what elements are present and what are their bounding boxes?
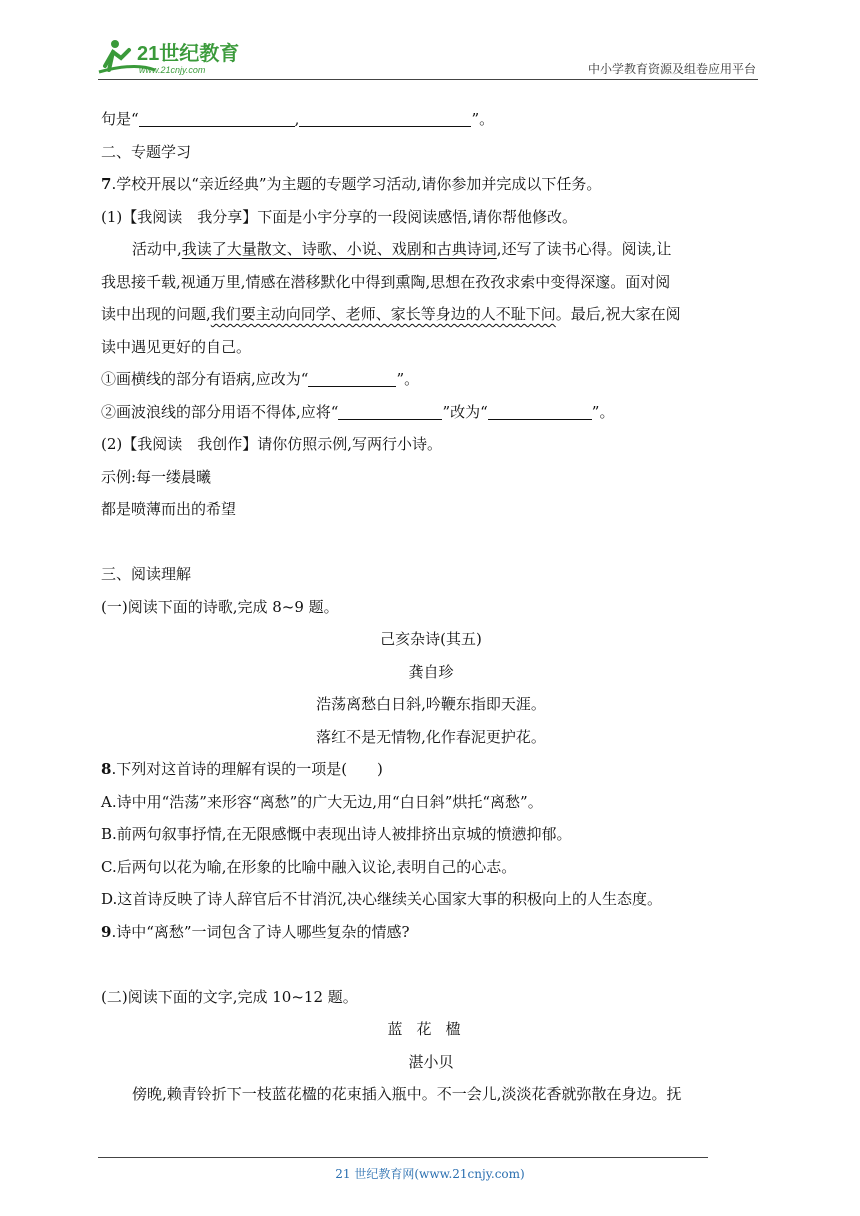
question-number: 9 (101, 922, 112, 941)
header-platform-text: 中小学教育资源及组卷应用平台 (587, 62, 756, 76)
header-divider (98, 79, 758, 80)
answer-blank (488, 401, 592, 420)
answer-blank (139, 108, 295, 127)
answer-blank (299, 108, 471, 127)
underlined-text: 我读了大量散文、诗歌、小说、戏剧和古典诗词 (181, 240, 497, 258)
passage-line: 我思接千载,视通万里,情感在潜移默化中得到熏陶,思想在孜孜求索中变得深邃。面对阅 (101, 272, 671, 291)
answer-blank (338, 401, 442, 420)
question-7: 7.学校开展以“亲近经典”为主题的专题学习活动,请你参加并完成以下任务。 (101, 175, 602, 193)
answer-blank (308, 368, 396, 387)
document-body (101, 103, 761, 1111)
poem-line: 浩荡离愁白日斜,吟鞭东指即天涯。 (316, 695, 546, 713)
sub-question-2: ②画波浪线的部分用语不得体,应将“ ”改为“ ”。 (101, 402, 615, 421)
passage-line: 活动中,我读了大量散文、诗歌、小说、戏剧和古典诗词,还写了读书心得。阅读,让 (132, 240, 672, 258)
story-title: 蓝花楹 (387, 1020, 475, 1038)
answer-line: 句是“ , ”。 (101, 110, 495, 128)
footer-text: 21 世纪教育网(www.21cnjy.com) (335, 1167, 525, 1181)
footer-divider (98, 1157, 708, 1158)
section-heading: 二、专题学习 (101, 142, 192, 161)
option-b: B.前两句叙事抒情,在无限感慨中表现出诗人被排挤出京城的愤懑抑郁。 (101, 825, 572, 843)
passage-line: 读中出现的问题,我们要主动向同学、老师、家长等身边的人不耻下问。最后,祝大家在阅 (101, 305, 681, 323)
option-c: C.后两句以花为喻,在形象的比喻中融入议论,表明自己的心志。 (101, 857, 517, 876)
poem-author: 龚自珍 (408, 662, 454, 681)
story-author: 湛小贝 (408, 1052, 454, 1071)
question-8: 8.下列对这首诗的理解有误的一项是( ) (101, 760, 383, 778)
passage-line: 读中遇见更好的自己。 (101, 337, 252, 356)
option-d: D.这首诗反映了诗人辞官后不甘消沉,决心继续关心国家大事的积极向上的人生态度。 (101, 890, 663, 908)
logo-url: www.21cnjy.com (139, 65, 206, 75)
sub-question-1: ①画横线的部分有语病,应改为“ ”。 (101, 370, 420, 388)
question-number: 8 (101, 760, 112, 778)
poem-line: 落红不是无情物,化作春泥更护花。 (316, 727, 546, 746)
part-heading: (一)阅读下面的诗歌,完成 8~9 题。 (101, 597, 339, 616)
site-logo (95, 36, 265, 80)
spacer (101, 526, 761, 559)
option-a: A.诗中用“浩荡”来形容“离愁”的广大无边,用“白日斜”烘托“离愁”。 (101, 792, 543, 811)
poem-title: 己亥杂诗(其五) (380, 630, 482, 648)
logo-text: 21世纪教育 (137, 43, 240, 65)
wavy-underlined-text: 我们要主动向同学、老师、家长等身边的人不耻下问 (210, 305, 556, 323)
question-7-part-1: (1)【我阅读 我分享】下面是小宇分享的一段阅读感悟,请你帮他修改。 (101, 207, 578, 226)
question-9: 9.诗中“离愁”一词包含了诗人哪些复杂的情感? (101, 922, 410, 941)
example-line: 示例:每一缕晨曦 (101, 467, 212, 486)
spacer (101, 948, 761, 981)
example-line: 都是喷薄而出的希望 (101, 500, 237, 518)
section-heading: 三、阅读理解 (101, 565, 192, 583)
question-7-part-2: (2)【我阅读 我创作】请你仿照示例,写两行小诗。 (101, 435, 443, 453)
question-number: 7 (101, 175, 112, 193)
story-paragraph: 傍晚,赖青铃折下一枝蓝花楹的花束插入瓶中。不一会儿,淡淡花香就弥散在身边。抚 (132, 1085, 682, 1103)
part-heading: (二)阅读下面的文字,完成 10~12 题。 (101, 987, 358, 1006)
